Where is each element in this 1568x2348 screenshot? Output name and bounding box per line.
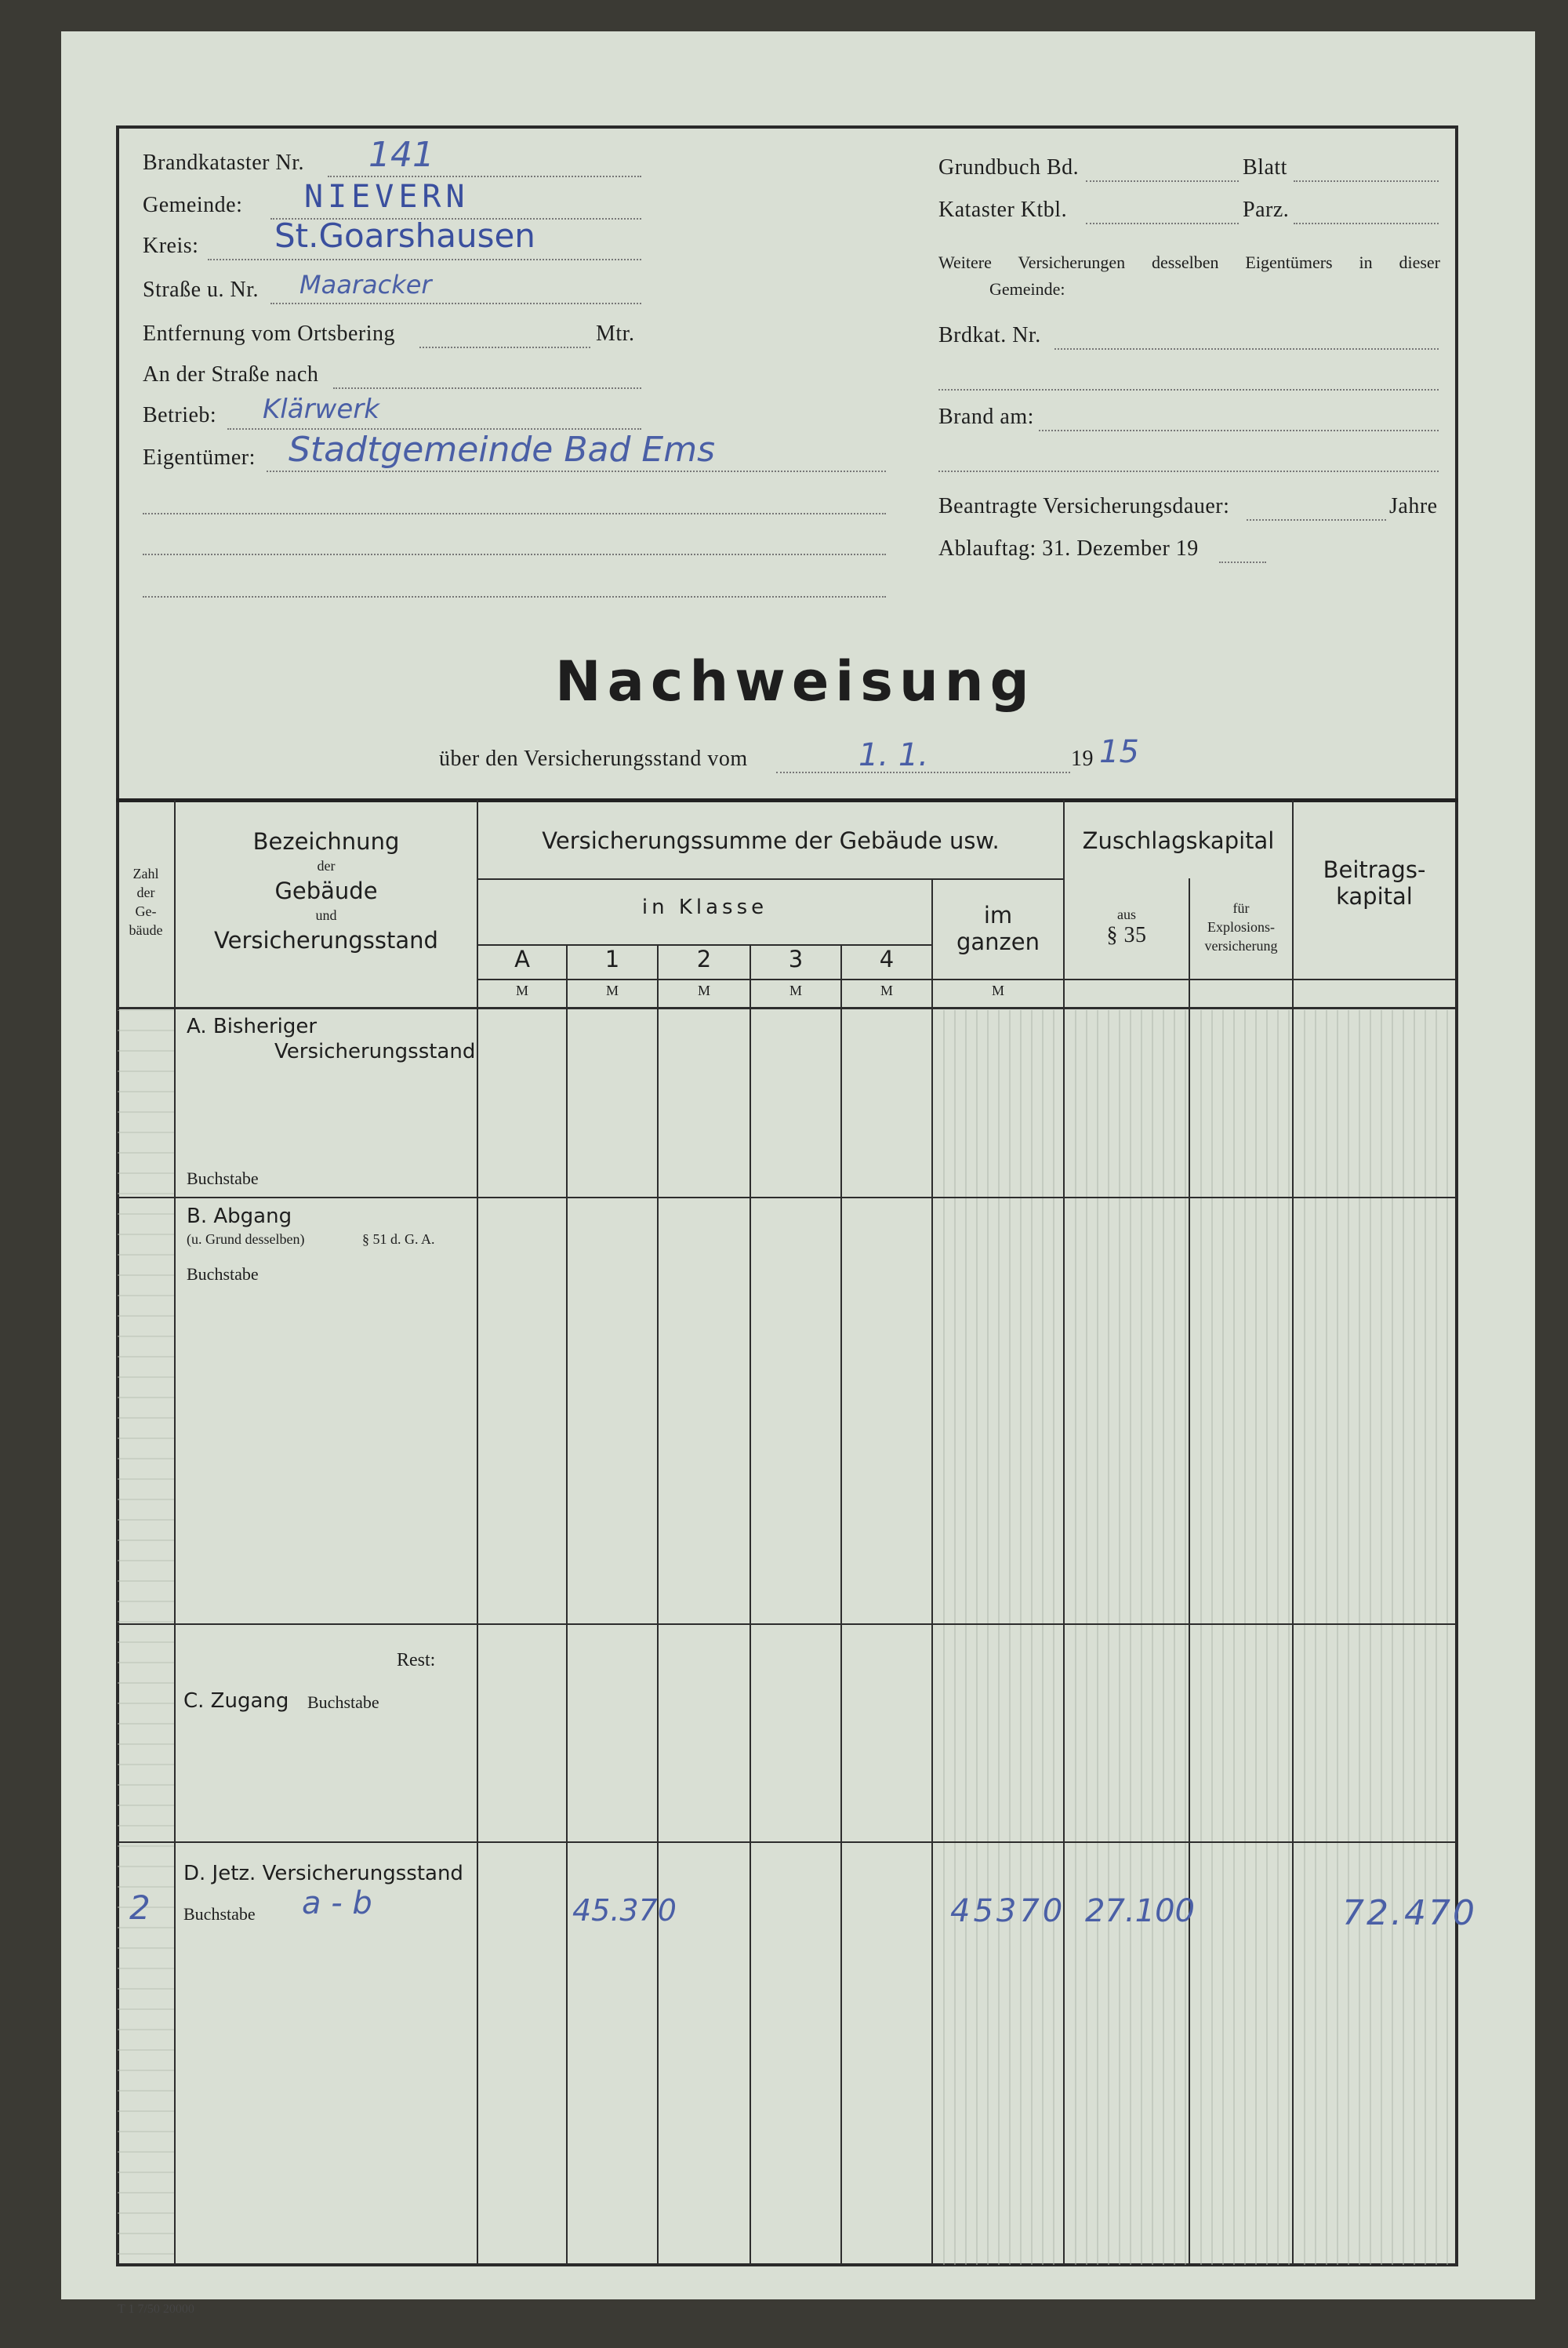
brandkataster-label: Brandkataster Nr. [143, 151, 304, 175]
section-d-buchstabe-value: a - b [302, 1885, 372, 1921]
strasse-value: Maaracker [299, 270, 432, 300]
klasse-2: 2 [696, 946, 712, 972]
brdkat-label: Brdkat. Nr. [938, 323, 1041, 347]
dauer-label: Beantragte Versicherungsdauer: [938, 494, 1230, 518]
unit-2: M [697, 983, 710, 998]
unit-3: M [789, 983, 802, 998]
brand-label: Brand am: [938, 405, 1034, 429]
gemeinde-label: Gemeinde: [143, 193, 243, 217]
rest-label: Rest: [397, 1650, 436, 1670]
klasse-3: 3 [788, 946, 804, 972]
brandkataster-value: 141 [368, 135, 434, 175]
weitere-line2: Gemeinde: [989, 279, 1065, 299]
eigentuemer-label: Eigentümer: [143, 445, 256, 470]
section-d-beitrag: 72.470 [1342, 1893, 1477, 1933]
ablauf-label: Ablauftag: 31. Dezember 19 [938, 536, 1199, 561]
unit-a: M [515, 983, 528, 998]
subtitle-label: über den Versicherungsstand vom [439, 747, 748, 771]
section-d-zahl: 2 [129, 1888, 151, 1927]
section-d-title: D. Jetz. Versicherungsstand [183, 1862, 463, 1885]
versicherungssumme-header: Versicherungssumme der Gebäude usw. [542, 827, 1000, 854]
unit-ganzen: M [991, 983, 1004, 998]
section-a-title2: Versicherungsstand [274, 1040, 476, 1063]
subtitle-year-prefix: 19 [1071, 747, 1094, 771]
section-c-title: C. Zugang [183, 1689, 289, 1713]
in-klasse-header: in Klasse [641, 896, 768, 919]
section-d-klasse1: 45.370 [572, 1893, 677, 1928]
klasse-a: A [514, 946, 530, 972]
kreis-stamp: St.Goarshausen [274, 216, 535, 255]
page-title: Nachweisung [555, 649, 1036, 714]
ledger-ruling [118, 1010, 1455, 2265]
beitragskapital-header: Beitrags- kapital [1323, 856, 1426, 910]
kreis-label: Kreis: [143, 234, 199, 258]
section-b-sub: (u. Grund desselben) [187, 1231, 305, 1247]
unit-4: M [880, 983, 893, 998]
section-b-buchstabe: Buchstabe [187, 1264, 259, 1284]
col-bezeichnung-header: Bezeichnung der Gebäude und Versicherungsstand [214, 828, 438, 954]
section-c-buchstabe: Buchstabe [307, 1692, 379, 1712]
eigentuemer-value: Stadtgemeinde Bad Ems [289, 430, 716, 470]
betrieb-label: Betrieb: [143, 403, 217, 427]
grundbuch-label: Grundbuch Bd. [938, 155, 1080, 180]
section-a-title: A. Bisheriger [187, 1015, 318, 1038]
subtitle-year-value: 15 [1099, 734, 1139, 770]
explosion-header: für Explosions- versicherung [1204, 900, 1278, 954]
weitere-line1: Weitere Versicherungen desselben Eigentümers in dieser [938, 253, 1440, 272]
zuschlagskapital-header: Zuschlagskapital [1082, 827, 1275, 854]
subtitle-date-value: 1. 1. [858, 737, 929, 773]
gemeinde-stamp: NIEVERN [304, 179, 470, 215]
section-d-aus35: 27.100 [1085, 1893, 1195, 1929]
klasse-4: 4 [879, 946, 895, 972]
unit-1: M [605, 983, 619, 998]
strasse-label: Straße u. Nr. [143, 278, 260, 302]
an-der-strasse-label: An der Straße nach [143, 362, 319, 387]
entfernung-label: Entfernung vom Ortsbering [143, 322, 395, 346]
col-zahl-header: Zahl der Ge- bäude [129, 866, 163, 938]
klasse-1: 1 [604, 946, 620, 972]
section-d-im-ganzen: 45370 [950, 1893, 1066, 1929]
section-b-title: B. Abgang [187, 1205, 292, 1228]
parz-label: Parz. [1243, 198, 1290, 222]
kataster-label: Kataster Ktbl. [938, 198, 1068, 222]
betrieb-value: Klärwerk [263, 394, 379, 425]
footer-print: T 1 7/50 20000 [118, 2303, 194, 2316]
aus-35-header: aus § 35 [1106, 907, 1147, 947]
section-d-buchstabe: Buchstabe [183, 1904, 256, 1924]
blatt-label: Blatt [1243, 155, 1287, 180]
entfernung-unit: Mtr. [596, 322, 635, 346]
dauer-unit: Jahre [1389, 494, 1438, 518]
im-ganzen-header: im ganzen [956, 902, 1040, 955]
section-a-buchstabe: Buchstabe [187, 1169, 259, 1188]
section-b-para: § 51 d. G. A. [362, 1231, 435, 1247]
